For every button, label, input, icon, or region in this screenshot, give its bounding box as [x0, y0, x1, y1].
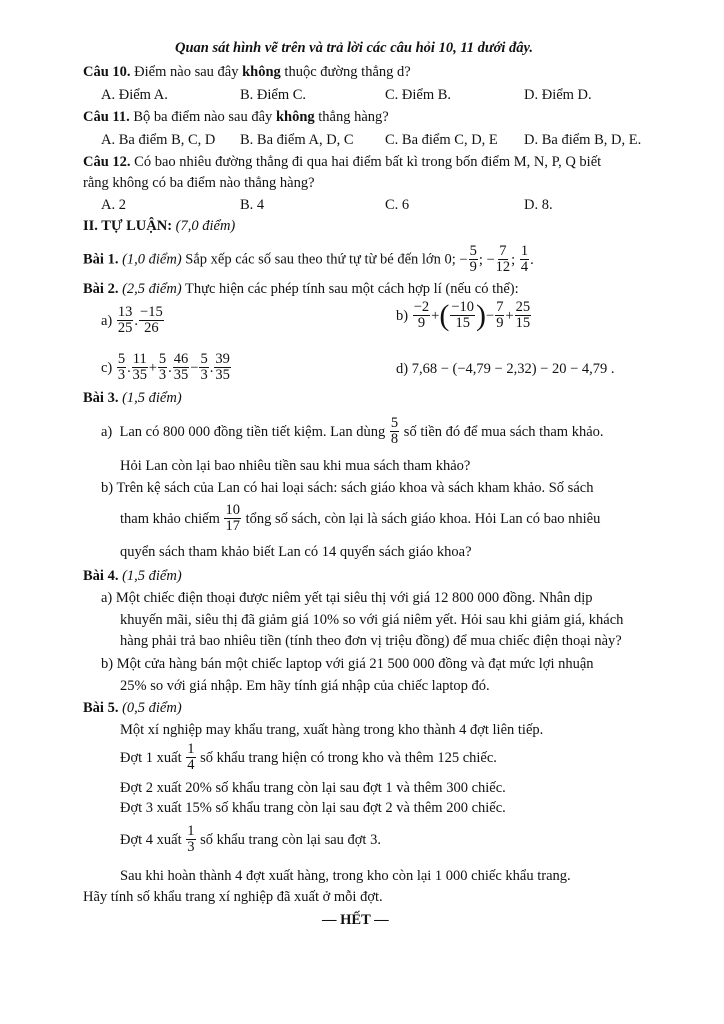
fraction — [469, 244, 478, 275]
q10-bold: không — [242, 64, 281, 80]
fraction — [173, 352, 190, 383]
denominator: 12 — [495, 259, 511, 275]
numerator: 5 — [390, 415, 399, 431]
numerator: 7 — [496, 299, 504, 315]
math-text: − — [190, 359, 199, 376]
denominator: 35 — [132, 367, 147, 383]
numerator: 10 — [225, 502, 240, 518]
q11-text2: thẳng hàng? — [314, 109, 389, 125]
math-text: + — [431, 307, 440, 324]
bai2-text: Thực hiện các phép tính sau một cách hợp lí (nếu có thể): — [181, 281, 519, 297]
parenthesis: ) — [476, 298, 487, 332]
section-title: II. TỰ LUẬN: — [83, 218, 173, 234]
denominator: 35 — [215, 367, 230, 383]
question-10 — [83, 63, 411, 81]
bai1-numbers — [459, 244, 533, 275]
denominator: 3 — [187, 839, 195, 855]
denominator: 4 — [187, 757, 195, 773]
bai-1 — [83, 244, 534, 275]
bai1-points: (1,0 điểm) — [118, 251, 182, 268]
numerator: 5 — [200, 351, 208, 367]
q10-text2: thuộc đường thẳng d? — [280, 64, 411, 80]
fraction — [158, 352, 167, 383]
denominator: 25 — [117, 320, 133, 336]
math-text: . — [168, 359, 172, 376]
q10-text: Điểm nào sau đây — [130, 64, 243, 80]
bai2-part-c — [101, 352, 232, 383]
bai4-line: b) Một cửa hàng bán một chiếc laptop với giá 21 500 000 đồng và đạt mức lợi nhuận — [101, 656, 594, 672]
numerator: −10 — [451, 299, 475, 315]
numerator: −15 — [140, 304, 163, 320]
denominator: 8 — [390, 431, 399, 447]
math-text: . — [127, 359, 131, 376]
q12-option-d: D. 8. — [524, 197, 553, 213]
denominator: 35 — [173, 367, 189, 383]
numerator: −2 — [413, 299, 430, 315]
q12-label: Câu 12. — [83, 154, 131, 170]
bai2-part-b — [396, 300, 532, 331]
q10-option-d: D. Điểm D. — [524, 87, 592, 103]
numerator: 1 — [520, 243, 529, 259]
denominator: 4 — [520, 259, 529, 275]
math-text: c) — [101, 359, 116, 376]
bai5-summary: Sau khi hoàn thành 4 đợt xuất hàng, trong kho còn lại 1 000 chiếc khẩu trang. — [120, 868, 571, 884]
math-text: ; — [511, 251, 519, 268]
fraction — [132, 352, 148, 383]
q11-option-d: D. Ba điểm B, D, E. — [524, 132, 642, 148]
numerator: 1 — [187, 741, 195, 757]
math-text: Đợt 1 xuất — [120, 749, 186, 766]
math-text: − — [486, 307, 495, 324]
numerator: 13 — [117, 304, 133, 320]
denominator: 17 — [225, 518, 240, 534]
bai5-dot3: Đợt 3 xuất 15% số khẩu trang còn lại sau đợt 2 và thêm 200 chiếc. — [120, 800, 506, 816]
denominator: 9 — [496, 315, 504, 331]
denominator: 3 — [200, 367, 208, 383]
bai5-dot1 — [120, 742, 497, 773]
q10-option-a: A. Điểm A. — [101, 87, 168, 103]
numerator: 46 — [173, 351, 189, 367]
parenthesis: ( — [439, 298, 450, 332]
end-marker: — HẾT — — [322, 912, 389, 928]
math-text: ; − — [478, 251, 495, 268]
bai5-dot4 — [120, 824, 381, 855]
numerator: 39 — [215, 351, 230, 367]
bai5-question: Hãy tính số khẩu trang xí nghiệp đã xuất ở mỗi đợt. — [83, 889, 383, 905]
fraction — [186, 824, 195, 855]
q10-option-b: B. Điểm C. — [240, 87, 307, 103]
bai-5 — [83, 699, 182, 717]
bai-4 — [83, 567, 182, 585]
denominator: 15 — [455, 315, 470, 331]
bai2-points: (2,5 điểm) — [118, 281, 182, 297]
q12-option-c: C. 6 — [385, 197, 410, 213]
bai3-b-line1: b) Trên kệ sách của Lan có hai loại sách: sách giáo khoa và sách kham khảo. Số sách — [101, 480, 594, 496]
numerator: 5 — [117, 351, 126, 367]
math-text: tham khảo chiếm — [120, 510, 224, 527]
q10-label: Câu 10. — [83, 64, 131, 80]
numerator: 5 — [158, 351, 167, 367]
section-2-heading — [83, 217, 235, 235]
math-text: số khẩu trang còn lại sau đợt 3. — [196, 831, 381, 848]
q11-label: Câu 11. — [83, 109, 130, 125]
bai3-points: (1,5 điểm) — [118, 390, 182, 406]
q12-text: Có bao nhiêu đường thẳng đi qua hai điểm bất kì trong bốn điểm M, N, P, Q biết — [130, 154, 602, 170]
math-text: − — [459, 251, 468, 268]
math-text: + — [505, 307, 514, 324]
denominator: 3 — [117, 367, 126, 383]
math-text: . — [209, 359, 214, 376]
bai3-a-line2: Hỏi Lan còn lại bao nhiêu tiền sau khi mua sách tham khảo? — [120, 458, 471, 474]
bai4-line: 25% so với giá nhập. Em hãy tính giá nhập của chiếc laptop đó. — [120, 678, 490, 694]
denominator: 26 — [144, 320, 159, 336]
q10-option-c: C. Điểm B. — [385, 87, 452, 103]
bai5-dot2: Đợt 2 xuất 20% số khẩu trang còn lại sau đợt 1 và thêm 300 chiếc. — [120, 780, 506, 796]
bai-2 — [83, 280, 519, 298]
math-text: a) Lan có 800 000 đồng tiền tiết kiệm. Lan dùng — [101, 423, 389, 440]
bai5-points: (0,5 điểm) — [118, 700, 182, 716]
fraction — [450, 300, 475, 331]
denominator: 3 — [158, 367, 167, 383]
q11-option-a: A. Ba điểm B, C, D — [101, 132, 216, 148]
bai2-label: Bài 2. — [83, 281, 119, 297]
math-text: a) — [101, 312, 116, 329]
bai-3 — [83, 389, 182, 407]
fraction — [186, 742, 195, 773]
bai2-part-a — [101, 305, 165, 336]
math-text: b) — [396, 307, 412, 324]
math-text: số tiền đó để mua sách tham khảo. — [400, 423, 604, 440]
math-text: số khẩu trang hiện có trong kho và thêm 125 chiếc. — [196, 749, 497, 766]
bai4-line: hàng phải trả bao nhiêu tiền (tính theo đơn vị triệu đồng) để mua chiếc điện thoại này? — [120, 633, 622, 649]
denominator: 9 — [469, 259, 477, 275]
bai3-b-line2 — [120, 503, 600, 534]
math-text: . — [134, 312, 139, 329]
fraction — [515, 300, 532, 331]
bai3-a-line1 — [101, 416, 604, 447]
fraction — [199, 352, 208, 383]
q11-text: Bộ ba điểm nào sau đây — [129, 109, 276, 125]
bai5-label: Bài 5. — [83, 700, 119, 716]
math-text: Đợt 4 xuất — [120, 831, 186, 848]
fraction — [520, 244, 529, 275]
q11-option-b: B. Ba điểm A, D, C — [240, 132, 354, 148]
q11-bold: không — [275, 109, 315, 125]
denominator: 9 — [417, 315, 426, 331]
bai5-intro: Một xí nghiệp may khẩu trang, xuất hàng trong kho thành 4 đợt liên tiếp. — [120, 722, 544, 738]
fraction — [139, 305, 164, 336]
q11-option-c: C. Ba điểm C, D, E — [385, 132, 498, 148]
section-points: (7,0 điểm) — [172, 218, 236, 234]
bai2-part-d: d) 7,68 − (−4,79 − 2,32) − 20 − 4,79 . — [396, 361, 615, 377]
fraction — [117, 352, 126, 383]
intro-text: Quan sát hình vẽ trên và trả lời các câu hỏi 10, 11 dưới đây. — [175, 40, 534, 56]
bai4-line: khuyến mãi, siêu thị đã giảm giá 10% so với giá niêm yết. Hỏi sau khi giảm giá, khách — [120, 612, 624, 628]
bai1-label: Bài 1. — [83, 251, 119, 268]
fraction — [413, 300, 430, 331]
fraction — [224, 503, 241, 534]
bai4-line: a) Một chiếc điện thoại được niêm yết tại siêu thị với giá 12 800 000 đồng. Nhân dịp — [101, 590, 593, 606]
q12-text-cont: rằng không có ba điểm nào thẳng hàng? — [83, 175, 315, 191]
bai3-b-line3: quyển sách tham khảo biết Lan có 14 quyển sách giáo khoa? — [120, 544, 472, 560]
bai4-label: Bài 4. — [83, 568, 119, 584]
bai3-label: Bài 3. — [83, 390, 119, 406]
math-text: tổng số sách, còn lại là sách giáo khoa. Hỏi Lan có bao nhiêu — [241, 510, 601, 527]
fraction — [117, 305, 134, 336]
q12-option-a: A. 2 — [101, 197, 126, 213]
denominator: 15 — [515, 315, 531, 331]
numerator: 5 — [469, 243, 477, 259]
question-12 — [83, 153, 601, 171]
bai4-points: (1,5 điểm) — [118, 568, 182, 584]
fraction — [496, 244, 511, 275]
math-text: + — [148, 359, 157, 376]
fraction — [390, 416, 399, 447]
numerator: 25 — [515, 299, 531, 315]
fraction — [214, 352, 231, 383]
numerator: 11 — [132, 351, 147, 367]
numerator: 7 — [499, 243, 507, 259]
numerator: 1 — [187, 823, 195, 839]
fraction — [495, 300, 504, 331]
q12-option-b: B. 4 — [240, 197, 265, 213]
math-text: . — [530, 251, 534, 268]
question-11 — [83, 108, 389, 126]
bai1-text: Sắp xếp các số sau theo thứ tự từ bé đến lớn 0; — [181, 251, 460, 268]
